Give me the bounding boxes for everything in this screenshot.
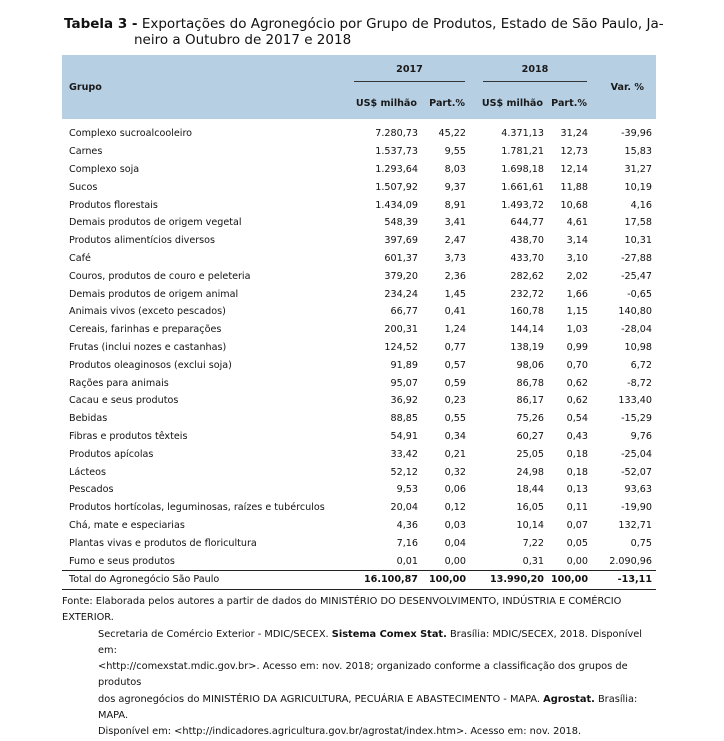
- row-var: 9,76: [630, 430, 652, 442]
- row-part-2017: 0,12: [444, 502, 466, 514]
- source-line-4: dos agronegócios do MINISTÉRIO DA AGRICULTURA, PECUÁRIA E ABASTECIMENTO - MAPA. Agrostat. Brasília: MAPA.: [98, 693, 638, 722]
- row-part-2017: 1,45: [444, 288, 466, 300]
- row-var: 140,80: [618, 306, 652, 318]
- row-group: Demais produtos de origem animal: [69, 288, 239, 300]
- table-row: [62, 410, 656, 428]
- table-row: [62, 463, 656, 481]
- row-group: Cereais, farinhas e preparações: [69, 324, 222, 336]
- header-usd-2018: US$ milhão: [466, 87, 544, 119]
- row-usd-2017: 0,01: [396, 555, 418, 567]
- row-usd-2017: 4,36: [396, 519, 418, 531]
- table-body: [62, 119, 656, 570]
- row-usd-2018: 18,44: [516, 484, 544, 496]
- header-usd-2017: US$ milhão: [345, 87, 418, 119]
- row-group: Fumo e seus produtos: [69, 555, 175, 567]
- row-usd-2018: 1.661,61: [501, 181, 544, 193]
- row-group: Produtos oleaginosos (exclui soja): [69, 359, 232, 371]
- row-usd-2018: 86,78: [516, 377, 544, 389]
- row-part-2017: 2,47: [444, 235, 466, 247]
- total-var: -13,11: [588, 570, 656, 589]
- row-part-2018: 0,05: [566, 537, 588, 549]
- row-var: 15,83: [624, 146, 652, 158]
- row-part-2017: 0,57: [444, 359, 466, 371]
- table-row: [62, 339, 656, 357]
- row-part-2018: 0,70: [566, 359, 588, 371]
- row-var: -0,65: [627, 288, 652, 300]
- total-part-2017: 100,00: [418, 570, 466, 589]
- row-var: 0,75: [630, 537, 652, 549]
- row-var: 4,16: [630, 199, 652, 211]
- row-group: Frutas (inclui nozes e castanhas): [69, 341, 227, 353]
- row-usd-2017: 234,24: [384, 288, 418, 300]
- row-usd-2018: 644,77: [510, 217, 544, 229]
- row-group: Cacau e seus produtos: [69, 395, 179, 407]
- row-usd-2018: 4.371,13: [501, 128, 544, 140]
- row-part-2017: 9,55: [444, 146, 466, 158]
- row-part-2018: 0,00: [566, 555, 588, 567]
- row-part-2017: 0,21: [444, 448, 466, 460]
- total-usd-2018: 13.990,20: [466, 570, 544, 589]
- source-line-2: Secretaria de Comércio Exterior - MDIC/SECEX. Sistema Comex Stat. Brasília: MDIC/SECEX, 2018. Disponível em:: [98, 628, 643, 656]
- row-group: Animais vivos (exceto pescados): [69, 306, 226, 318]
- row-group: Fibras e produtos têxteis: [69, 430, 188, 442]
- row-usd-2017: 124,52: [384, 341, 418, 353]
- row-part-2017: 0,59: [444, 377, 466, 389]
- row-part-2018: 0,62: [566, 377, 588, 389]
- row-var: 2.090,96: [609, 555, 652, 567]
- row-group: Lácteos: [69, 466, 107, 478]
- row-usd-2017: 397,69: [384, 235, 418, 247]
- row-usd-2017: 1.537,73: [375, 146, 418, 158]
- row-group: Couros, produtos de couro e peleteria: [69, 270, 251, 282]
- row-var: -8,72: [627, 377, 652, 389]
- table-row: [62, 267, 656, 285]
- row-part-2018: 12,73: [560, 146, 588, 158]
- row-part-2018: 2,02: [566, 270, 588, 282]
- row-var: 133,40: [618, 395, 652, 407]
- row-part-2017: 3,41: [444, 217, 466, 229]
- row-part-2017: 9,37: [444, 181, 466, 193]
- source-line-1: Fonte: Elaborada pelos autores a partir de dados do MINISTÉRIO DO DESENVOLVIMENTO, INDÚSTRIA E COMÉRCIO EXTERIOR.: [62, 596, 622, 624]
- row-part-2018: 10,68: [560, 199, 588, 211]
- row-usd-2017: 548,39: [384, 217, 418, 229]
- row-part-2017: 0,04: [444, 537, 466, 549]
- row-usd-2018: 25,05: [516, 448, 544, 460]
- row-group: Carnes: [69, 146, 103, 158]
- table-row: [62, 250, 656, 268]
- row-part-2017: 0,03: [444, 519, 466, 531]
- total-usd-2017: 16.100,87: [345, 570, 418, 589]
- row-group: Rações para animais: [69, 377, 169, 389]
- row-part-2017: 8,91: [444, 199, 466, 211]
- row-part-2017: 1,24: [444, 324, 466, 336]
- row-var: -27,88: [621, 252, 652, 264]
- row-usd-2018: 0,31: [522, 555, 544, 567]
- row-group: Bebidas: [69, 413, 108, 425]
- row-usd-2017: 7,16: [396, 537, 418, 549]
- row-part-2018: 3,10: [566, 252, 588, 264]
- table-row: [62, 374, 656, 392]
- row-part-2017: 0,41: [444, 306, 466, 318]
- row-group: Complexo sucroalcooleiro: [69, 128, 193, 140]
- row-group: Pescados: [69, 484, 114, 496]
- row-usd-2017: 7.280,73: [375, 128, 418, 140]
- row-group: Sucos: [69, 181, 98, 193]
- row-var: -25,47: [621, 270, 652, 282]
- row-var: 10,98: [624, 341, 652, 353]
- table-row: [62, 481, 656, 499]
- row-var: -25,04: [621, 448, 652, 460]
- row-var: -39,96: [621, 128, 652, 140]
- row-part-2017: 8,03: [444, 163, 466, 175]
- row-part-2018: 12,14: [560, 163, 588, 175]
- header-year-2018: 2018: [466, 55, 588, 87]
- table-row: [62, 534, 656, 552]
- row-usd-2017: 20,04: [390, 502, 418, 514]
- row-group: Produtos apícolas: [69, 448, 154, 460]
- row-part-2018: 0,18: [566, 448, 588, 460]
- row-part-2018: 1,03: [566, 324, 588, 336]
- row-usd-2018: 144,14: [510, 324, 544, 336]
- row-part-2018: 31,24: [560, 128, 588, 140]
- row-usd-2018: 438,70: [510, 235, 544, 247]
- row-part-2018: 0,54: [566, 413, 588, 425]
- row-usd-2018: 282,62: [510, 270, 544, 282]
- row-part-2017: 2,36: [444, 270, 466, 282]
- row-usd-2017: 36,92: [390, 395, 418, 407]
- row-usd-2018: 7,22: [522, 537, 544, 549]
- table-row: [62, 214, 656, 232]
- row-var: 10,19: [624, 181, 652, 193]
- row-part-2017: 0,23: [444, 395, 466, 407]
- table-row: [62, 232, 656, 250]
- row-part-2017: 0,55: [444, 413, 466, 425]
- row-usd-2017: 1.434,09: [375, 199, 418, 211]
- header-group: Grupo: [62, 55, 345, 119]
- row-part-2017: 0,32: [444, 466, 466, 478]
- row-part-2017: 0,77: [444, 341, 466, 353]
- row-usd-2017: 200,31: [384, 324, 418, 336]
- row-usd-2017: 33,42: [390, 448, 418, 460]
- table-row: [62, 428, 656, 446]
- table-row: [62, 321, 656, 339]
- row-part-2018: 0,43: [566, 430, 588, 442]
- caption-label: Tabela 3 -: [64, 16, 138, 32]
- row-part-2018: 0,62: [566, 395, 588, 407]
- table-row: [62, 552, 656, 570]
- row-group: Complexo soja: [69, 163, 140, 175]
- row-part-2017: 0,34: [444, 430, 466, 442]
- row-part-2017: 0,06: [444, 484, 466, 496]
- table-row: [62, 445, 656, 463]
- total-row: [62, 570, 656, 589]
- table-row: [62, 303, 656, 321]
- table-row: [62, 517, 656, 535]
- table-row: [62, 285, 656, 303]
- row-usd-2018: 433,70: [510, 252, 544, 264]
- row-usd-2017: 1.507,92: [375, 181, 418, 193]
- row-usd-2018: 60,27: [516, 430, 544, 442]
- source-line-3: <http://comexstat.mdic.gov.br>. Acesso em: nov. 2018; organizado conforme a classificação dos grupos de produtos: [98, 661, 628, 689]
- row-usd-2018: 138,19: [510, 341, 544, 353]
- row-part-2018: 11,88: [560, 181, 588, 193]
- row-var: -19,90: [621, 502, 652, 514]
- row-usd-2017: 66,77: [390, 306, 418, 318]
- row-var: 31,27: [624, 163, 652, 175]
- row-usd-2018: 10,14: [516, 519, 544, 531]
- row-usd-2017: 1.293,64: [375, 163, 418, 175]
- row-var: 17,58: [624, 217, 652, 229]
- row-var: -52,07: [621, 466, 652, 478]
- caption-line-2: neiro a Outubro de 2017 e 2018: [134, 32, 352, 48]
- row-usd-2018: 86,17: [516, 395, 544, 407]
- total-label: Total do Agronegócio São Paulo: [62, 570, 345, 589]
- row-usd-2017: 379,20: [384, 270, 418, 282]
- row-usd-2018: 75,26: [516, 413, 544, 425]
- row-part-2018: 4,61: [566, 217, 588, 229]
- row-part-2018: 1,15: [566, 306, 588, 318]
- row-usd-2018: 98,06: [516, 359, 544, 371]
- row-usd-2018: 16,05: [516, 502, 544, 514]
- row-group: Chá, mate e especiarias: [69, 519, 185, 531]
- row-part-2018: 3,14: [566, 235, 588, 247]
- export-table: [62, 55, 656, 590]
- row-usd-2017: 54,91: [390, 430, 418, 442]
- row-part-2017: 45,22: [438, 128, 466, 140]
- row-usd-2017: 91,89: [390, 359, 418, 371]
- row-group: Demais produtos de origem vegetal: [69, 217, 242, 229]
- row-group: Produtos hortícolas, leguminosas, raízes e tubérculos: [69, 502, 325, 514]
- row-usd-2018: 1.493,72: [501, 199, 544, 211]
- row-part-2018: 0,18: [566, 466, 588, 478]
- table-row: [62, 119, 656, 143]
- table-row: [62, 161, 656, 179]
- row-group: Plantas vivas e produtos de floricultura: [69, 537, 257, 549]
- row-part-2018: 0,13: [566, 484, 588, 496]
- row-usd-2017: 601,37: [384, 252, 418, 264]
- row-part-2018: 0,07: [566, 519, 588, 531]
- row-usd-2017: 9,53: [396, 484, 418, 496]
- table-row: [62, 178, 656, 196]
- row-group: Produtos alimentícios diversos: [69, 235, 216, 247]
- row-part-2018: 0,11: [566, 502, 588, 514]
- header-part-2018: Part.%: [544, 87, 588, 119]
- row-var: -28,04: [621, 324, 652, 336]
- row-part-2018: 1,66: [566, 288, 588, 300]
- row-var: -15,29: [621, 413, 652, 425]
- row-usd-2018: 160,78: [510, 306, 544, 318]
- total-part-2018: 100,00: [544, 570, 588, 589]
- row-var: 93,63: [624, 484, 652, 496]
- row-var: 10,31: [624, 235, 652, 247]
- row-usd-2018: 1.781,21: [501, 146, 544, 158]
- row-usd-2018: 232,72: [510, 288, 544, 300]
- row-part-2018: 0,99: [566, 341, 588, 353]
- row-usd-2017: 95,07: [390, 377, 418, 389]
- row-group: Café: [69, 252, 91, 264]
- table-row: [62, 356, 656, 374]
- row-usd-2018: 1.698,18: [501, 163, 544, 175]
- row-usd-2018: 24,98: [516, 466, 544, 478]
- source-note: [62, 594, 662, 741]
- row-usd-2017: 88,85: [390, 413, 418, 425]
- row-group: Produtos florestais: [69, 199, 158, 211]
- caption-line-1: Exportações do Agronegócio por Grupo de Produtos, Estado de São Paulo, Ja-: [141, 16, 664, 32]
- source-line-5: Disponível em: <http://indicadores.agricultura.gov.br/agrostat/index.htm>. Acesso em: nov. 2018.: [98, 726, 582, 738]
- header-part-2017: Part.%: [418, 87, 466, 119]
- table-row: [62, 143, 656, 161]
- row-usd-2017: 52,12: [390, 466, 418, 478]
- row-var: 6,72: [630, 359, 652, 371]
- table-caption: [64, 16, 664, 48]
- row-part-2017: 3,73: [444, 252, 466, 264]
- export-table-container: [62, 55, 656, 590]
- row-var: 132,71: [618, 519, 652, 531]
- header-var: Var. %: [588, 55, 656, 119]
- row-part-2017: 0,00: [444, 555, 466, 567]
- table-row: [62, 196, 656, 214]
- table-row: [62, 499, 656, 517]
- table-row: [62, 392, 656, 410]
- header-year-2017: 2017: [345, 55, 466, 87]
